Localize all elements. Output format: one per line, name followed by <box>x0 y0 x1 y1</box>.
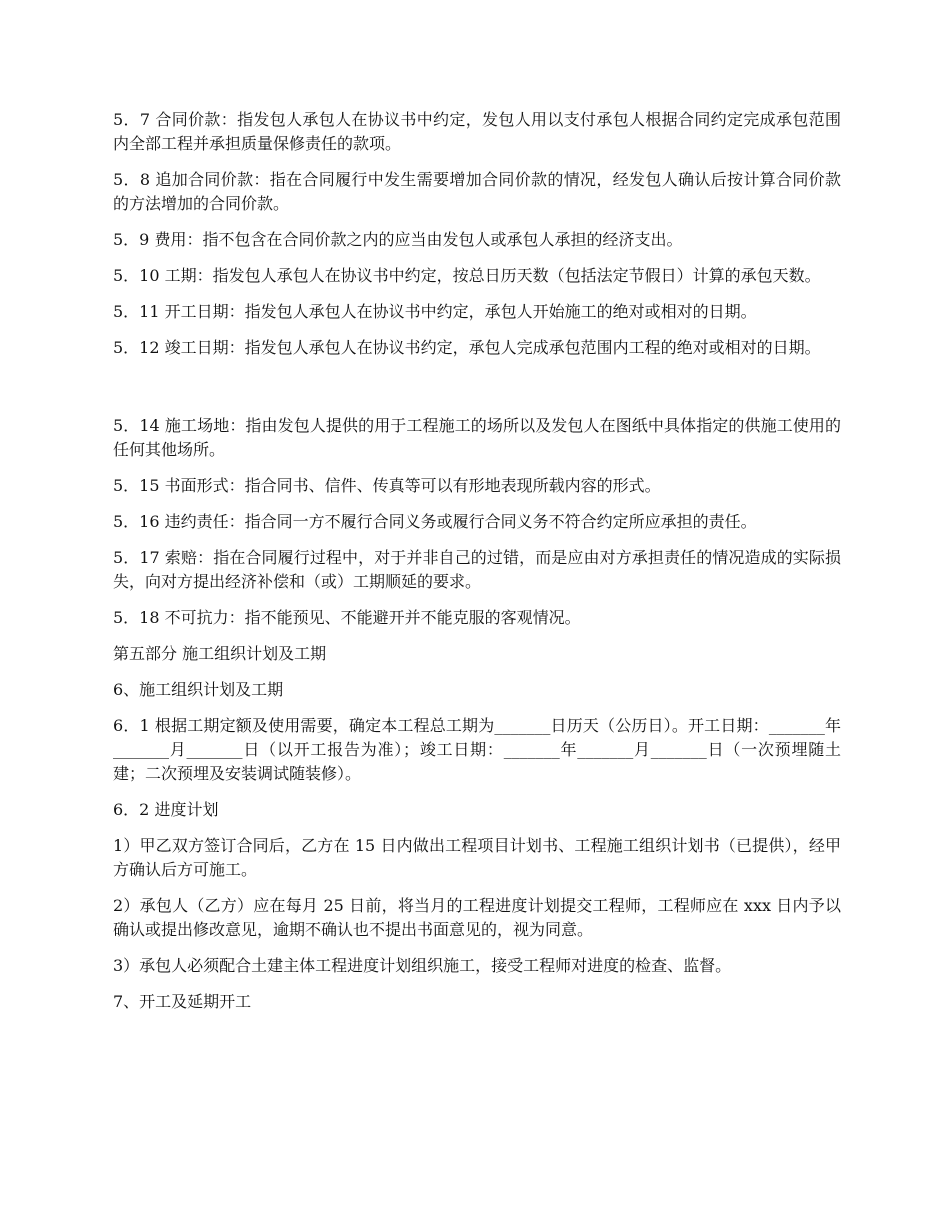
part-five-title: 第五部分 施工组织计划及工期 <box>113 644 327 663</box>
clause-5-18: 5．18 不可抗力：指不能预见、不能避开并不能克服的客观情况。 <box>113 608 581 627</box>
clause-5-16: 5．16 违约责任：指合同一方不履行合同义务或履行合同义务不符合约定所应承担的责任。 <box>113 512 757 531</box>
clause-5-14: 5．14 施工场地：指由发包人提供的用于工程施工的场所以及发包人在图纸中具体指定的供施工使用的任何其他场所。 <box>113 416 841 459</box>
section-7-title: 7、开工及延期开工 <box>113 992 252 1011</box>
clause-5-8: 5．8 追加合同价款：指在合同履行中发生需要增加合同价款的情况，经发包人确认后按计算合同价款的方法增加的合同价款。 <box>113 170 841 213</box>
clause-6-1: 6．1 根据工期定额及使用需要，确定本工程总工期为_______日历天（公历日）。开工日期：_______年_______月_______日（以开工报告为准）；竣工日期：_______年_______月_______日（一次预埋随土建；二次预埋及安装调试随装修）。 <box>113 716 841 783</box>
progress-item-3: 3）承包人必须配合土建主体工程进度计划组织施工，接受工程师对进度的检查、监督。 <box>113 956 732 975</box>
clause-5-9: 5．9 费用：指不包含在合同价款之内的应当由发包人或承包人承担的经济支出。 <box>113 230 683 249</box>
clause-5-7: 5．7 合同价款：指发包人承包人在协议书中约定，发包人用以支付承包人根据合同约定完成承包范围内全部工程并承担质量保修责任的款项。 <box>113 110 841 153</box>
clause-5-12: 5．12 竣工日期：指发包人承包人在协议书约定，承包人完成承包范围内工程的绝对或相对的日期。 <box>113 338 821 357</box>
clause-5-15: 5．15 书面形式：指合同书、信件、传真等可以有形地表现所载内容的形式。 <box>113 476 661 495</box>
progress-item-1: 1）甲乙双方签订合同后，乙方在 15 日内做出工程项目计划书、工程施工组织计划书（已提供），经甲方确认后方可施工。 <box>113 836 841 879</box>
document-page <box>113 108 841 1026</box>
progress-item-2: 2）承包人（乙方）应在每月 25 日前，将当月的工程进度计划提交工程师，工程师应在 xxx 日内予以确认或提出修改意见，逾期不确认也不提出书面意见的，视为同意。 <box>113 896 841 939</box>
clause-5-17: 5．17 索赔：指在合同履行过程中，对于并非自己的过错，而是应由对方承担责任的情况造成的实际损失，向对方提出经济补偿和（或）工期顺延的要求。 <box>113 548 841 591</box>
clause-5-10: 5．10 工期：指发包人承包人在协议书中约定，按总日历天数（包括法定节假日）计算的承包天数。 <box>113 266 821 285</box>
blank-gap <box>113 372 841 414</box>
clause-6-2-title: 6．2 进度计划 <box>113 800 219 819</box>
section-6-title: 6、施工组织计划及工期 <box>113 680 284 699</box>
clause-5-11: 5．11 开工日期：指发包人承包人在协议书中约定，承包人开始施工的绝对或相对的日期。 <box>113 302 757 321</box>
